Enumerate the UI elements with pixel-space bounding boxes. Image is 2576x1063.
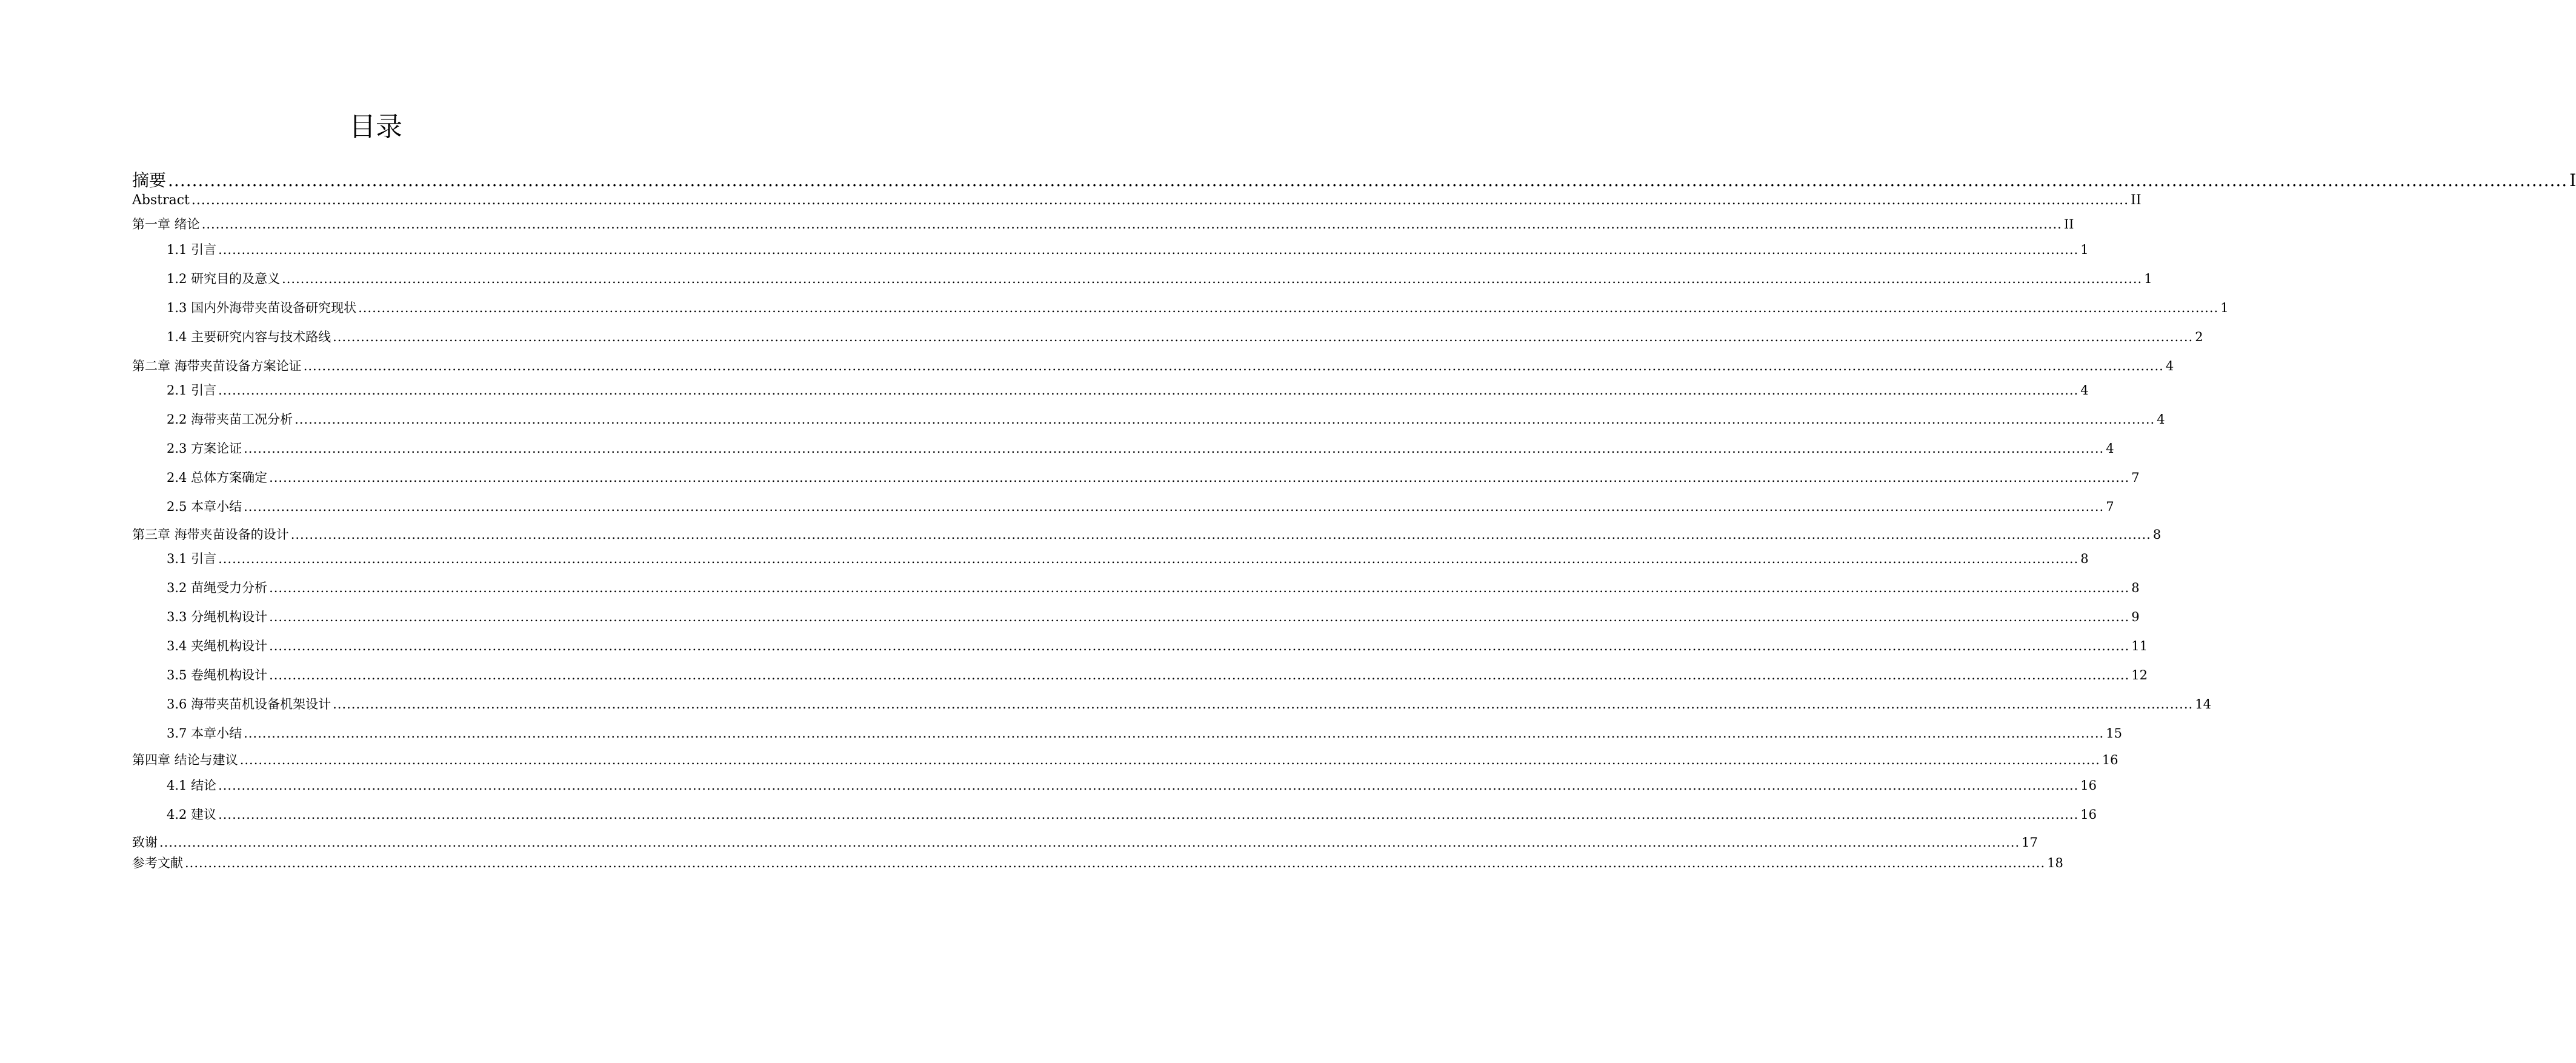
toc-entry-label: 4.2 建议 [167,807,217,822]
toc-entry[interactable] [167,806,2097,823]
toc-entry-label: 3.5 卷绳机构设计 [167,668,268,682]
toc-entry-label: 2.2 海带夹苗工况分析 [167,412,293,427]
toc-entry-page-number: 16 [2102,753,2118,767]
toc-entry-label: 致谢 [132,835,158,850]
toc-entry-page-number: 9 [2131,610,2140,624]
toc-entry-page-number: 4 [2106,441,2114,456]
toc-entry[interactable] [167,299,2229,316]
toc-entry-label: 第三章 海带夹苗设备的设计 [132,527,289,542]
toc-entry-page-number: II [2063,217,2074,232]
toc-entry[interactable] [167,270,2152,287]
toc-dot-leader: ................................................................................................................................................................................................................................................................................................................................................................................................................ [282,272,2143,286]
toc-entry-page-number: 1 [2080,242,2089,257]
toc-dot-leader: ................................................................................................................................................................................................................................................................................................................................................................................................................ [201,217,2062,232]
toc-dot-leader: ................................................................................................................................................................................................................................................................................................................................................................................................................ [244,441,2105,456]
toc-entry[interactable] [167,241,2089,258]
toc-entry-page-number: 4 [2080,383,2089,398]
toc-entry-page-number: 4 [2165,359,2174,373]
toc-entry[interactable] [167,382,2089,399]
toc-entry-label: 3.7 本章小结 [167,726,242,741]
toc-entry[interactable] [167,440,2114,457]
toc-entry-label: 2.5 本章小结 [167,499,242,514]
toc-dot-leader: ................................................................................................................................................................................................................................................................................................................................................................................................................ [333,330,2194,344]
toc-entry-label: 2.1 引言 [167,383,217,398]
toc-entry-label: 2.4 总体方案确定 [167,470,268,485]
toc-entry-label: 3.1 引言 [167,551,217,566]
toc-entry[interactable] [167,469,2140,486]
toc-entry-page-number: 18 [2047,856,2063,870]
toc-entry-label: 1.1 引言 [167,242,217,257]
toc-entry[interactable] [132,751,2118,768]
toc-entry[interactable] [167,638,2148,655]
toc-entry[interactable] [167,667,2148,684]
toc-dot-leader: ................................................................................................................................................................................................................................................................................................................................................................................................................ [295,412,2155,427]
toc-entry-page-number: 12 [2131,668,2148,682]
toc-entry-page-number: 7 [2131,470,2140,485]
toc-entry-page-number: 17 [2022,835,2038,850]
toc-entry[interactable] [132,216,2074,233]
toc-entry-page-number: 14 [2195,697,2211,711]
toc-dot-leader: ................................................................................................................................................................................................................................................................................................................................................................................................................ [185,856,2046,870]
toc-entry-page-number: II [2131,193,2142,208]
toc-dot-leader: ................................................................................................................................................................................................................................................................................................................................................................................................................ [303,359,2164,373]
toc-dot-leader: ................................................................................................................................................................................................................................................................................................................................................................................................................ [159,835,2020,850]
toc-entry-page-number: 15 [2106,726,2122,741]
page-title: 目录 [349,112,402,142]
toc-entry[interactable] [132,855,2063,871]
toc-entry-label: 第一章 绪论 [132,217,200,232]
toc-entry[interactable] [167,608,2140,625]
toc-dot-leader: ................................................................................................................................................................................................................................................................................................................................................................................................................ [358,301,2219,315]
toc-entry-label: 参考文献 [132,856,183,870]
toc-entry-page-number: 7 [2106,499,2114,514]
toc-entry[interactable] [132,192,2142,210]
toc-entry-label: 1.2 研究目的及意义 [167,272,281,286]
toc-entry-page-number: 11 [2131,639,2148,653]
toc-dot-leader: ................................................................................................................................................................................................................................................................................................................................................................................................................ [269,610,2130,624]
toc-dot-leader: ................................................................................................................................................................................................................................................................................................................................................................................................................ [269,581,2130,595]
toc-entry-label: 第四章 结论与建议 [132,753,238,767]
toc-dot-leader: ................................................................................................................................................................................................................................................................................................................................................................................................................ [239,753,2100,767]
toc-dot-leader: ................................................................................................................................................................................................................................................................................................................................................................................................................ [218,383,2079,398]
toc-dot-leader: ................................................................................................................................................................................................................................................................................................................................................................................................................ [333,697,2194,711]
toc-dot-leader: ................................................................................................................................................................................................................................................................................................................................................................................................................ [269,668,2130,682]
toc-entry[interactable] [167,498,2114,515]
toc-entry-page-number: 8 [2131,581,2140,595]
toc-entry[interactable] [167,579,2140,596]
toc-entry-page-number: 16 [2080,807,2097,822]
toc-entry[interactable] [167,777,2097,794]
toc-entry-label: 摘要 [132,170,167,190]
toc-entry-label: 2.3 方案论证 [167,441,242,456]
toc-entry-label: Abstract [132,193,190,208]
toc-entry[interactable] [132,526,2162,543]
toc-entry-label: 3.4 夹绳机构设计 [167,639,268,653]
toc-entry-label: 3.6 海带夹苗机设备机架设计 [167,697,331,711]
toc-dot-leader: ................................................................................................................................................................................................................................................................................................................................................................................................................ [218,778,2079,793]
toc-entry-label: 1.4 主要研究内容与技术路线 [167,330,331,344]
toc-entry-page-number: 8 [2080,551,2089,566]
toc-dot-leader: ................................................................................................................................................................................................................................................................................................................................................................................................................ [269,470,2130,485]
toc-dot-leader: ................................................................................................................................................................................................................................................................................................................................................................................................................ [191,193,2129,208]
toc-entry[interactable] [132,358,2174,375]
toc-entry[interactable] [167,411,2165,428]
toc-dot-leader: ................................................................................................................................................................................................................................................................................................................................................................................................................ [290,527,2151,542]
toc-entry[interactable] [132,170,2576,192]
toc-entry-label: 4.1 结论 [167,778,217,793]
toc-entry-page-number: 8 [2152,527,2162,542]
toc-dot-leader: ................................................................................................................................................................................................................................................................................................................................................................................................................ [218,551,2079,566]
toc-entry-page-number: 2 [2195,330,2203,344]
toc-dot-leader: ................................................................................................................................................................................................................................................................................................................................................................................................................ [218,242,2079,257]
toc-dot-leader: ................................................................................................................................................................................................................................................................................................................................................................................................................ [244,499,2105,514]
toc-entry-label: 1.3 国内外海带夹苗设备研究现状 [167,301,357,315]
toc-entry-page-number: 1 [2144,272,2152,286]
toc-entry[interactable] [132,834,2038,851]
toc-dot-leader: ................................................................................................................................................................................................................................................................................................................................................................................................................ [218,807,2079,822]
toc-entry-label: 3.2 苗绳受力分析 [167,581,268,595]
toc-entry[interactable] [167,328,2203,345]
toc-entry-page-number: 1 [2220,301,2229,315]
toc-entry[interactable] [167,696,2211,713]
toc-dot-leader: ................................................................................................................................................................................................................................................................................................................................................................................................................ [168,170,2568,190]
toc-entry-page-number: 4 [2157,412,2165,427]
toc-dot-leader: ................................................................................................................................................................................................................................................................................................................................................................................................................ [244,726,2105,741]
toc-entry-page-number: 16 [2080,778,2097,793]
toc-entry[interactable] [167,725,2122,742]
toc-entry-label: 第二章 海带夹苗设备方案论证 [132,359,302,373]
toc-entry[interactable] [167,550,2089,567]
toc-dot-leader: ................................................................................................................................................................................................................................................................................................................................................................................................................ [269,639,2130,653]
toc-entry-label: 3.3 分绳机构设计 [167,610,268,624]
toc-entry-page-number: I [2569,170,2576,190]
